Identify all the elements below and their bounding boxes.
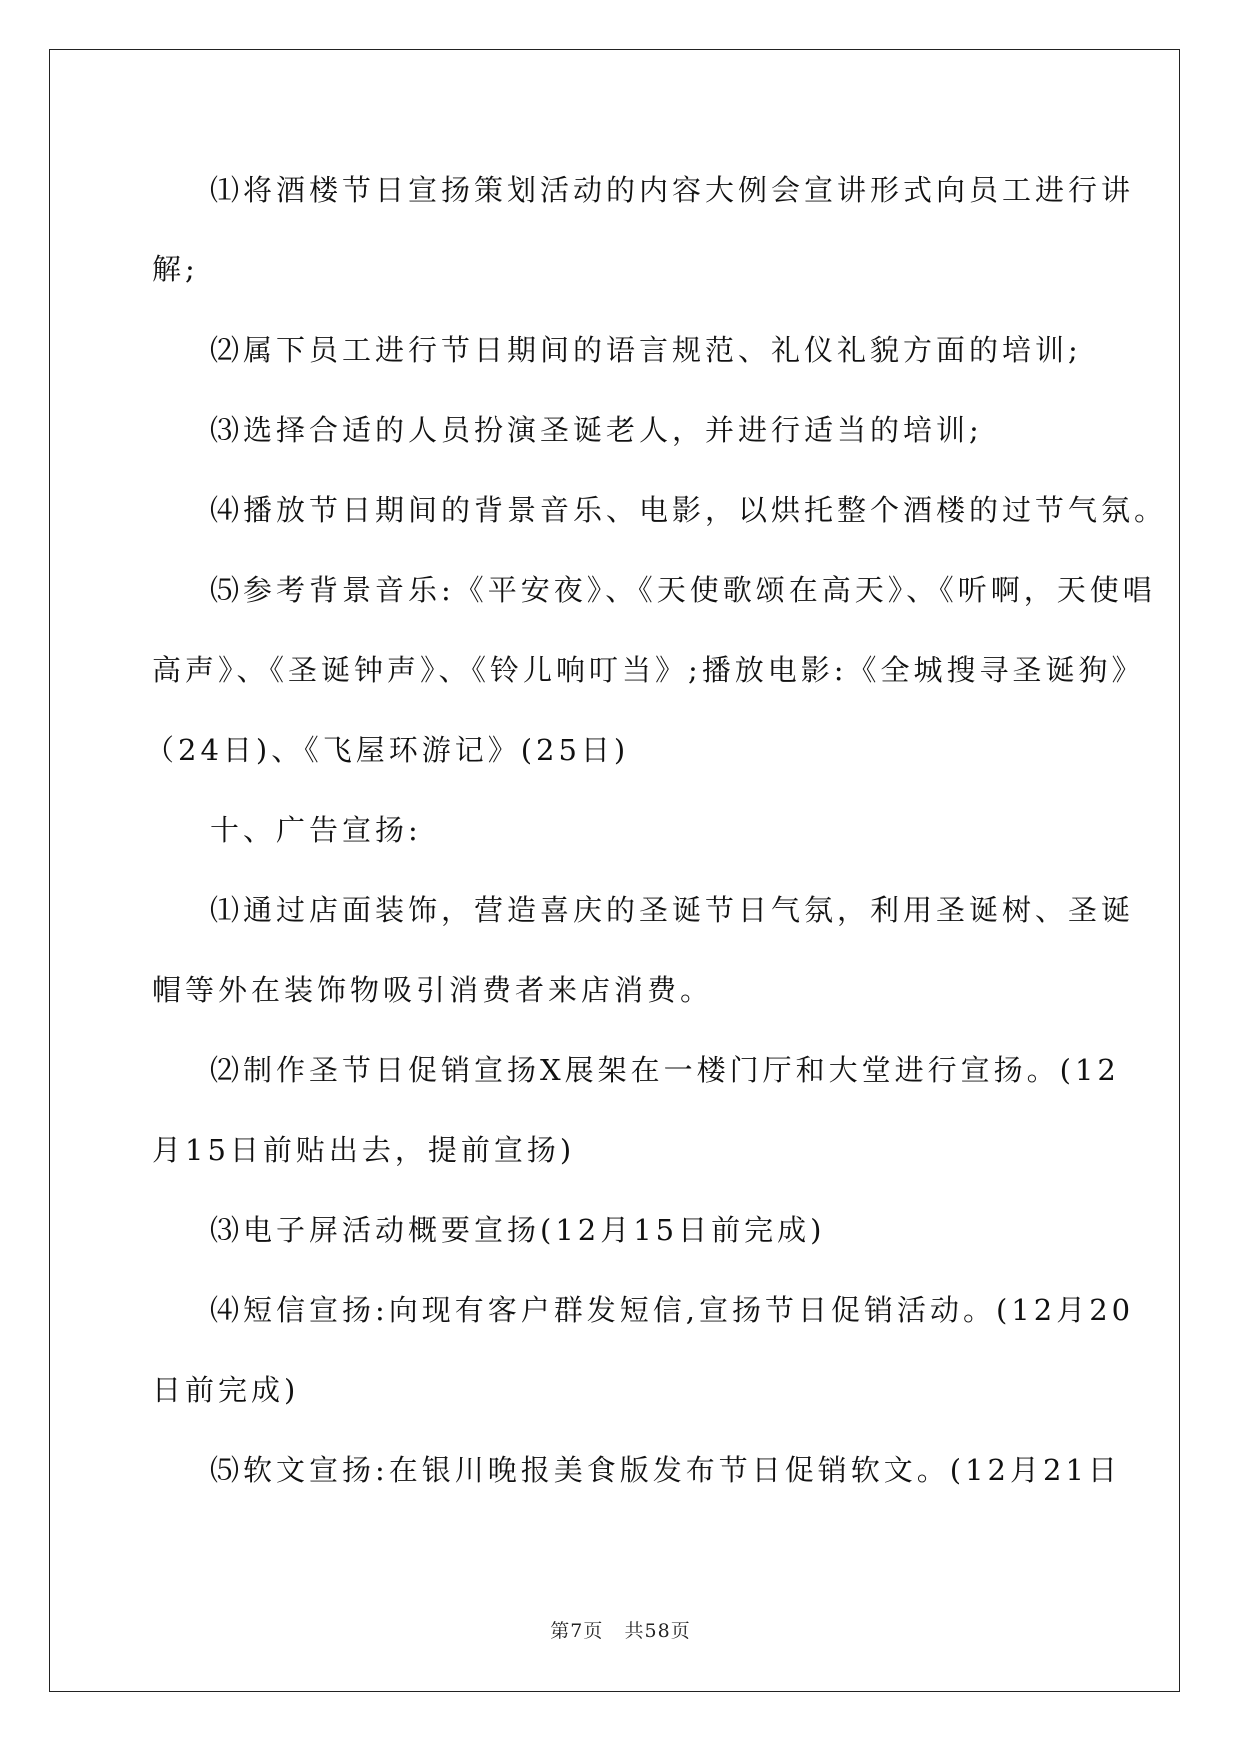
body-line: ⑴通过店面装饰，营造喜庆的圣诞节日气氛，利用圣诞树、圣诞: [210, 893, 1135, 927]
body-line: ⑵属下员工进行节日期间的语言规范、礼仪礼貌方面的培训;: [210, 333, 1082, 367]
body-line: ⑵制作圣节日促销宣扬X展架在一楼门厅和大堂进行宣扬。(12: [210, 1053, 1120, 1087]
body-line: 日前完成): [152, 1373, 300, 1407]
body-line: ⑷播放节日期间的背景音乐、电影，以烘托整个酒楼的过节气氛。: [210, 493, 1168, 527]
body-line: ⑶电子屏活动概要宣扬(12月15日前完成): [210, 1213, 826, 1247]
page-number: 第7页: [550, 1620, 604, 1642]
body-line: ⑸软文宣扬:在银川晚报美食版发布节日促销软文。(12月21日: [210, 1453, 1121, 1487]
body-line: ⑶选择合适的人员扮演圣诞老人，并进行适当的培训;: [210, 413, 983, 447]
body-line: 帽等外在装饰物吸引消费者来店消费。: [152, 973, 714, 1007]
body-line: ⑷短信宣扬:向现有客户群发短信,宣扬节日促销活动。(12月20: [210, 1293, 1135, 1327]
page-border: [49, 49, 1180, 1692]
page-total: 共58页: [624, 1620, 691, 1642]
page-footer: [0, 1616, 1241, 1643]
body-line: 解;: [152, 252, 199, 286]
body-line: ⑸参考背景音乐:《平安夜》、《天使歌颂在高天》、《听啊，天使唱: [210, 573, 1156, 607]
body-line: 月15日前贴出去，提前宣扬): [152, 1133, 576, 1167]
body-line: （24日)、《飞屋环游记》(25日): [145, 733, 630, 767]
section-heading: 十、广告宣扬:: [210, 813, 422, 847]
body-line: ⑴将酒楼节日宣扬策划活动的内容大例会宣讲形式向员工进行讲: [210, 173, 1135, 207]
body-line: 高声》、《圣诞钟声》、《铃儿响叮当》;播放电影:《全城搜寻圣诞狗》: [152, 653, 1145, 687]
